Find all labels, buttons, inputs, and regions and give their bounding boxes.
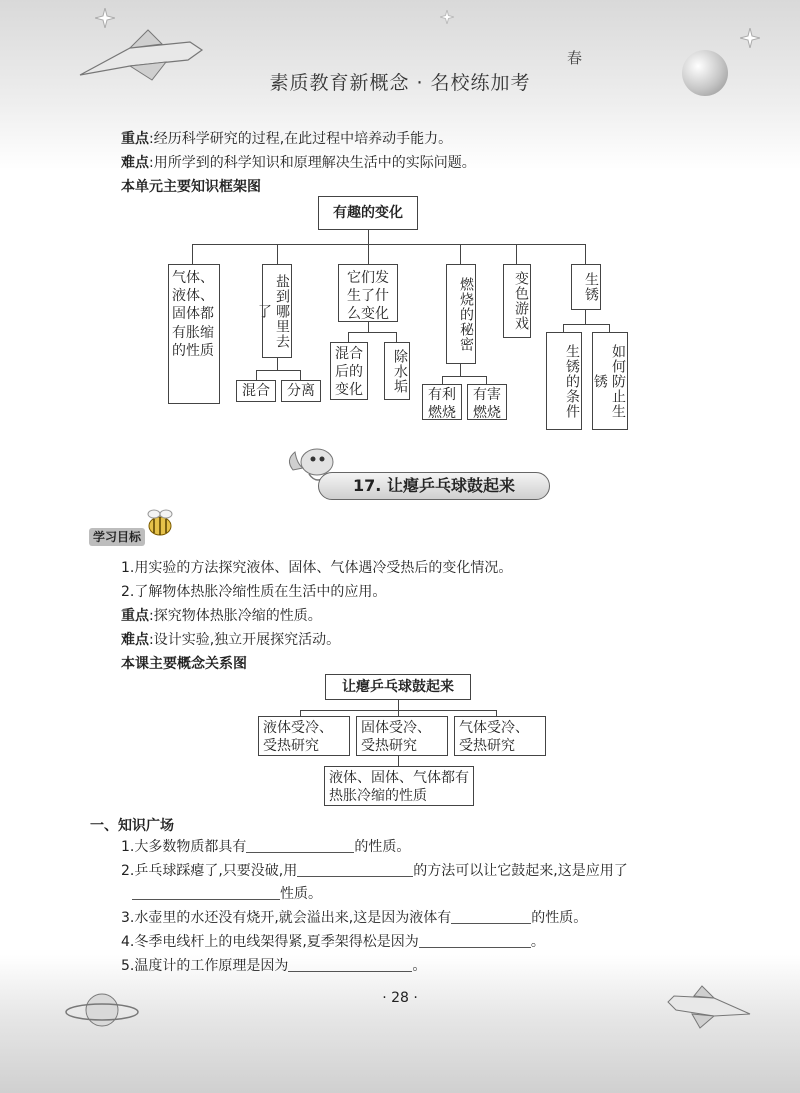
- connector: [442, 376, 486, 377]
- connector: [585, 310, 586, 324]
- lesson-banner: 17. 让瘪乒乓球鼓起来: [318, 472, 550, 500]
- connector: [609, 324, 610, 332]
- objective-1: 1.用实验的方法探究液体、固体、气体遇冷受热后的变化情况。: [121, 560, 513, 576]
- star-icon: [740, 28, 760, 48]
- answer-blank[interactable]: [297, 862, 413, 877]
- branch-salt: 盐到哪里去了: [262, 264, 292, 358]
- saturn-icon: [62, 985, 142, 1035]
- question-1: 1.大多数物质都具有 的性质。: [121, 839, 411, 855]
- lesson-difficulty: 难点:设计实验,独立开展探究活动。: [121, 632, 341, 648]
- star-icon: [440, 10, 454, 24]
- objectives-tag: 学习目标: [89, 528, 145, 546]
- change-child-mixed: 混合后的变化: [330, 342, 368, 400]
- unit-framework-title: 本单元主要知识框架图: [121, 179, 261, 195]
- connector: [585, 244, 586, 264]
- answer-blank[interactable]: [132, 885, 280, 900]
- concept-root: 让瘪乒乓球鼓起来: [325, 674, 471, 700]
- lesson-key-point: 重点:探究物体热胀冷缩的性质。: [121, 608, 322, 624]
- connector: [192, 244, 586, 245]
- connector: [398, 700, 399, 710]
- answer-blank[interactable]: [451, 909, 531, 924]
- connector: [277, 244, 278, 264]
- question-2-continued: 性质。: [132, 883, 322, 903]
- connector: [256, 370, 300, 371]
- bee-mascot-icon: [142, 508, 178, 540]
- concept-map-title: 本课主要概念关系图: [121, 656, 247, 672]
- branch-color-game: 变色游戏: [503, 264, 531, 338]
- connector: [398, 756, 399, 766]
- concept-liquid: 液体受冷、受热研究: [258, 716, 350, 756]
- rust-child-condition: 生锈的条件: [546, 332, 582, 430]
- objective-2: 2.了解物体热胀冷缩性质在生活中的应用。: [121, 584, 387, 600]
- connector: [256, 370, 257, 380]
- burn-child-useful: 有利燃烧: [422, 384, 462, 420]
- rust-child-prevent: 如何防止生锈: [592, 332, 628, 430]
- change-child-scale: 除水垢: [384, 342, 410, 400]
- salt-child-mix: 混合: [236, 380, 276, 402]
- connector: [460, 364, 461, 376]
- page-number: · 28 ·: [382, 990, 418, 1006]
- question-5: 5.温度计的工作原理是因为 。: [121, 958, 427, 974]
- connector: [442, 376, 443, 384]
- unit-map-root: 有趣的变化: [318, 196, 418, 230]
- connector: [348, 332, 396, 333]
- question-2: 2.乒乓球踩瘪了,只要没破,用 的方法可以让它鼓起来,这是应用了: [121, 863, 628, 879]
- connector: [460, 244, 461, 264]
- question-4: 4.冬季电线杆上的电线架得紧,夏季架得松是因为 。: [121, 934, 545, 950]
- branch-expansion: 气体、液体、固体都有胀缩的性质: [168, 264, 220, 404]
- concept-gas: 气体受冷、受热研究: [454, 716, 546, 756]
- connector: [486, 376, 487, 384]
- answer-blank[interactable]: [288, 957, 412, 972]
- question-3: 3.水壶里的水还没有烧开,就会溢出来,这是因为液体有 的性质。: [121, 910, 588, 926]
- connector: [516, 244, 517, 264]
- space-shuttle-icon: [664, 984, 754, 1034]
- connector: [368, 230, 369, 244]
- connector: [300, 370, 301, 380]
- page-header-title: 素质教育新概念 · 名校练加考: [269, 72, 531, 94]
- salt-child-separate: 分离: [281, 380, 321, 402]
- connector: [368, 322, 369, 332]
- concept-solid: 固体受冷、受热研究: [356, 716, 448, 756]
- connector: [192, 244, 193, 264]
- burn-child-harmful: 有害燃烧: [467, 384, 507, 420]
- answer-blank[interactable]: [246, 838, 354, 853]
- branch-rust: 生锈: [571, 264, 601, 310]
- connector: [348, 332, 349, 342]
- branch-burning: 燃烧的秘密: [446, 264, 476, 364]
- connector: [396, 332, 397, 342]
- answer-blank[interactable]: [419, 933, 531, 948]
- connector: [563, 324, 564, 332]
- section-title: 一、知识广场: [90, 818, 174, 834]
- branch-change: 它们发生了什么变化: [338, 264, 398, 322]
- star-icon: [95, 8, 115, 28]
- connector: [277, 358, 278, 370]
- season-mark: 春: [567, 49, 583, 67]
- concept-result: 液体、固体、气体都有热胀冷缩的性质: [324, 766, 474, 806]
- intro-key-point: 重点:经历科学研究的过程,在此过程中培养动手能力。: [121, 131, 453, 147]
- connector: [563, 324, 609, 325]
- intro-difficulty: 难点:用所学到的科学知识和原理解决生活中的实际问题。: [121, 155, 476, 171]
- connector: [368, 244, 369, 264]
